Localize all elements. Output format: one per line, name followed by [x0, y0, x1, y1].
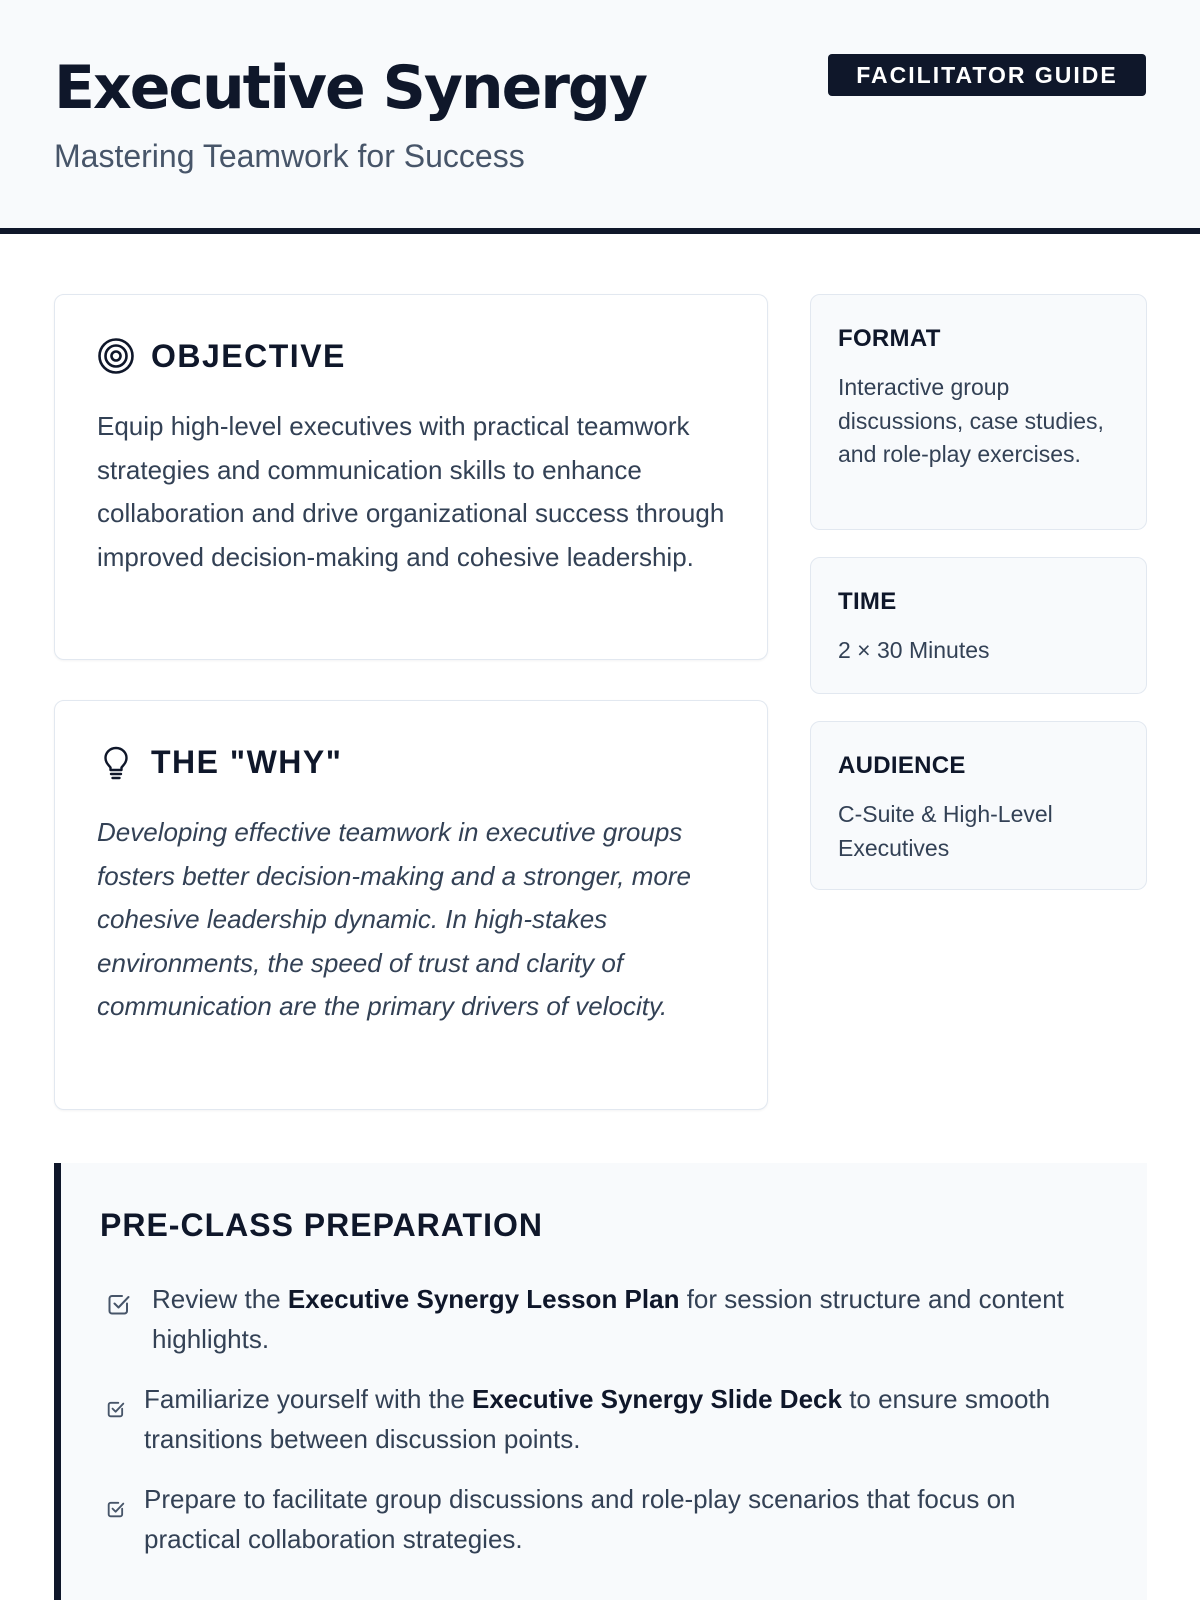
prep-list-item [106, 1379, 1106, 1459]
checkbox-icon [106, 1490, 126, 1530]
time-text: 2 × 30 Minutes [838, 637, 990, 663]
facilitator-guide-badge: FACILITATOR GUIDE [828, 54, 1146, 96]
prep-item-emphasis: Executive Synergy Slide Deck [472, 1384, 842, 1414]
lightbulb-icon [97, 743, 135, 781]
prep-item-text: Review the Executive Synergy Lesson Plan for session structure and content highlights. [152, 1284, 1064, 1354]
pre-class-preparation-section [54, 1163, 1147, 1600]
audience-label: AUDIENCE [838, 752, 966, 779]
objective-card [54, 294, 768, 660]
audience-text: C-Suite & High-Level Executives [838, 801, 1053, 861]
prep-list-item [106, 1279, 1106, 1359]
page-header [0, 0, 1200, 234]
why-text: Developing effective teamwork in executive groups fosters better decision-making and a stronger, more cohesive leadership dynamic. In high-stakes environments, the speed of trust and clarity of communication are the primary drivers of velocity. [97, 817, 691, 1021]
format-label: FORMAT [838, 325, 941, 352]
page-title: Executive Synergy [54, 53, 646, 123]
page-subtitle: Mastering Teamwork for Success [54, 138, 525, 174]
target-icon [97, 337, 135, 375]
format-info-box [810, 294, 1147, 530]
format-text: Interactive group discussions, case studies, and role-play exercises. [838, 374, 1104, 467]
prep-item-text: Prepare to facilitate group discussions and role-play scenarios that focus on practical collaboration strategies. [144, 1484, 1016, 1554]
prep-item-emphasis: Executive Synergy Lesson Plan [287, 1284, 680, 1314]
objective-heading [97, 337, 346, 375]
why-heading [97, 743, 342, 781]
time-label: TIME [838, 588, 897, 615]
prep-item-text: Familiarize yourself with the Executive Synergy Slide Deck to ensure smooth transitions between discussion points. [144, 1384, 1051, 1454]
time-info-box [810, 557, 1147, 694]
objective-title: OBJECTIVE [151, 337, 346, 374]
audience-info-box [810, 721, 1147, 890]
prep-title: PRE-CLASS PREPARATION [100, 1207, 543, 1243]
objective-text: Equip high-level executives with practical teamwork strategies and communication skills to enhance collaboration and drive organizational success through improved decision-making and cohesive leadership. [97, 411, 725, 572]
why-title: THE "WHY" [151, 743, 343, 780]
prep-list-item [106, 1479, 1106, 1559]
checkbox-icon [106, 1288, 132, 1328]
why-card [54, 700, 768, 1110]
checkbox-icon [106, 1390, 126, 1430]
